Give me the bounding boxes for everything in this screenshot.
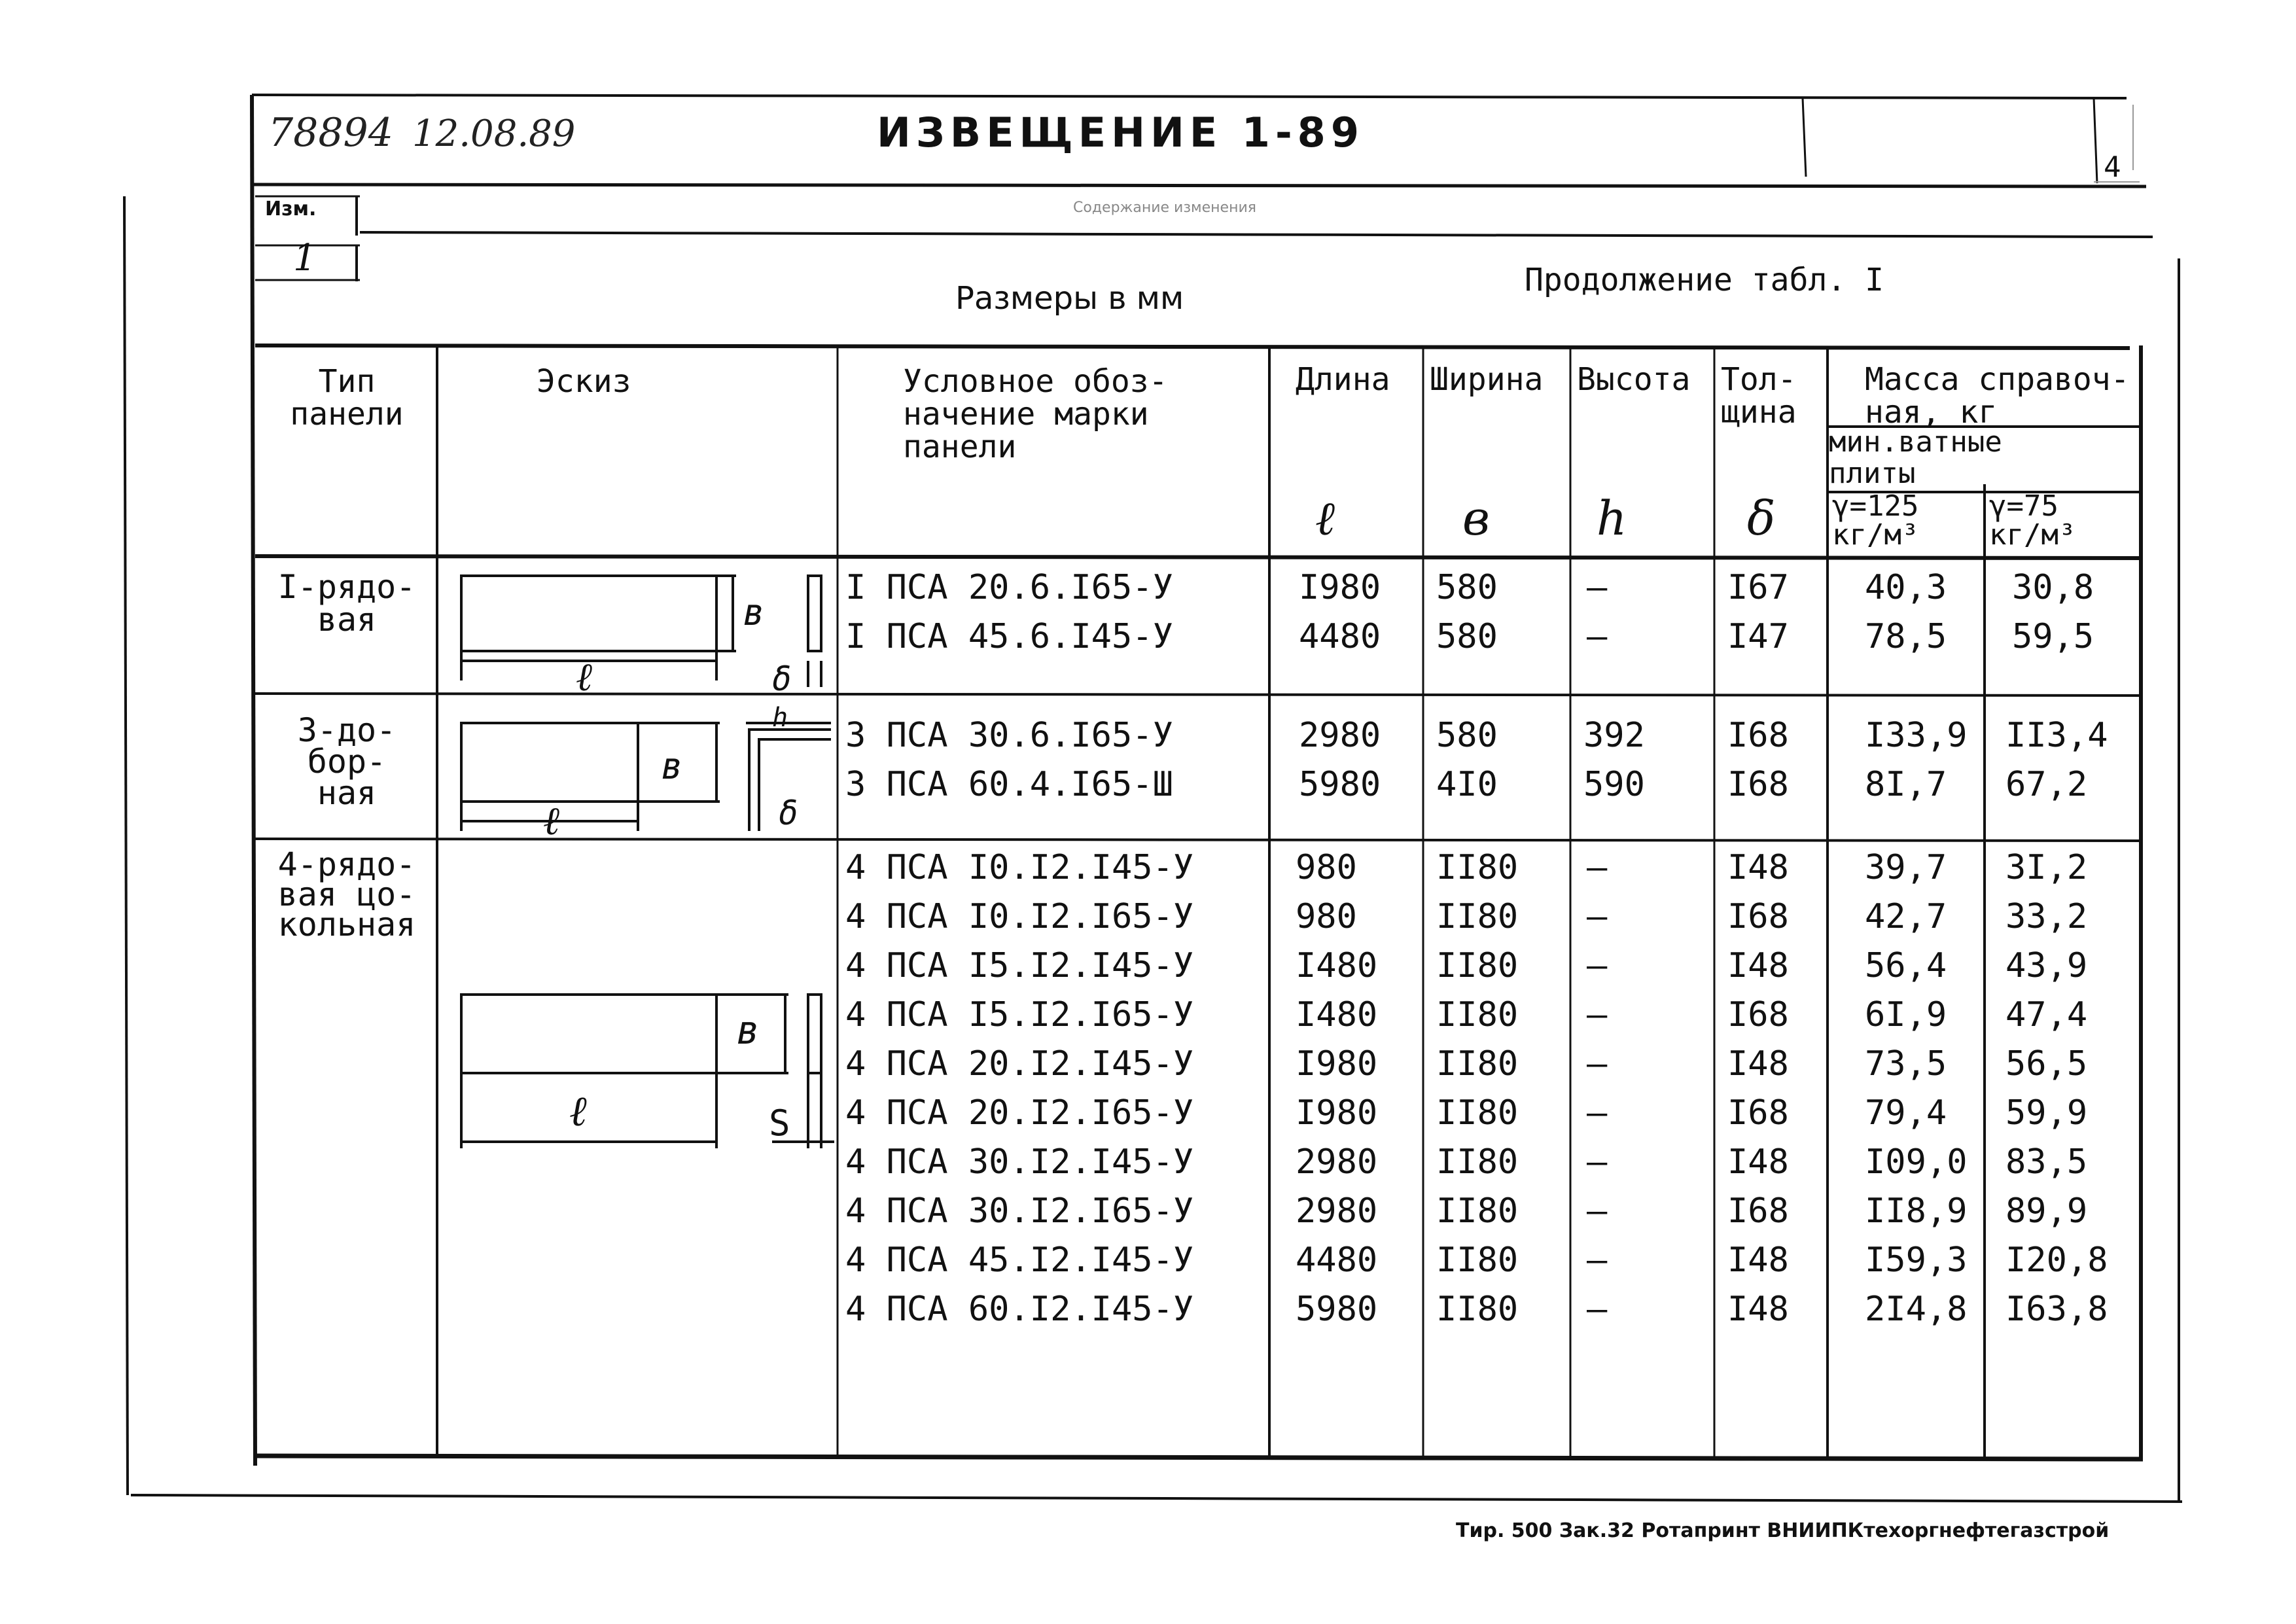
cell-width: II80 (1436, 1241, 1519, 1280)
cell-width: 4I0 (1436, 765, 1498, 804)
cell-m125: I59,3 (1865, 1241, 1968, 1280)
cell-m125: 42,7 (1865, 897, 1947, 936)
cell-length: 980 (1296, 848, 1357, 887)
cell-m75: 89,9 (2005, 1192, 2088, 1231)
cell-thickness: I47 (1727, 617, 1789, 656)
content-label: Содержание изменения (1073, 200, 1257, 216)
cell-mark: 4 ПСА 30.I2.I65-У (845, 1192, 1194, 1231)
col-sketch: Эскиз (537, 363, 631, 400)
cell-mark: 4 ПСА 60.I2.I45-У (845, 1290, 1194, 1329)
cell-m75: 3I,2 (2005, 848, 2088, 887)
cell-thickness: I68 (1727, 765, 1789, 804)
cell-width: II80 (1436, 1142, 1519, 1182)
cell-length: 2980 (1296, 1142, 1378, 1182)
document-date: 12.08.89 (412, 113, 576, 155)
sketch-1-b: в (743, 591, 765, 634)
sketch-3-b: в (736, 1008, 760, 1053)
cell-height: – (1587, 897, 1608, 936)
cell-length: 980 (1296, 897, 1357, 936)
col-length: Длина (1296, 361, 1390, 398)
cell-width: II80 (1436, 1290, 1519, 1329)
cell-mark: 4 ПСА I0.I2.I65-У (845, 897, 1194, 936)
cell-thickness: I68 (1727, 897, 1789, 936)
cell-mark: 4 ПСА I5.I2.I65-У (845, 995, 1194, 1034)
cell-m125: 39,7 (1865, 848, 1947, 887)
col-width: Ширина (1430, 361, 1544, 398)
cell-m125: I09,0 (1865, 1142, 1968, 1182)
cell-length: 4480 (1296, 1241, 1378, 1280)
cell-m75: I20,8 (2005, 1241, 2108, 1280)
cell-m125: 73,5 (1865, 1044, 1947, 1084)
cell-width: II80 (1436, 1044, 1519, 1084)
cell-height: 590 (1583, 765, 1645, 804)
sketch-3-l: ℓ (569, 1087, 587, 1136)
thickness-symbol: δ (1747, 491, 1776, 546)
cell-thickness: I48 (1727, 1044, 1789, 1084)
cell-length: I480 (1296, 995, 1378, 1034)
cell-thickness: I68 (1727, 1093, 1789, 1133)
cell-m125: 6I,9 (1865, 995, 1947, 1034)
sketch-1-delta: δ (772, 660, 792, 694)
col-mass-sub: мин.ватные плиты (1829, 425, 2002, 490)
cell-length: 4480 (1299, 617, 1381, 656)
cell-width: II80 (1436, 848, 1519, 887)
cell-width: 580 (1436, 617, 1498, 656)
cell-length: 5980 (1296, 1290, 1378, 1329)
sketch-single-row-panel (445, 563, 838, 694)
cell-height: 392 (1583, 716, 1645, 755)
document-number: 78894 (268, 110, 393, 156)
sketch-plinth-panel (445, 981, 838, 1152)
cell-height: – (1587, 1093, 1608, 1133)
sketch-2-l: ℓ (543, 798, 559, 838)
cell-mark: 4 ПСА 20.I2.I65-У (845, 1093, 1194, 1133)
col-height: Высота (1577, 361, 1691, 398)
cell-thickness: I68 (1727, 716, 1789, 755)
cell-mark: I ПСА 45.6.I45-У (845, 617, 1173, 656)
col-mass-125: γ=125 кг/м³ (1832, 489, 1919, 552)
sizes-caption: Размеры в мм (955, 280, 1184, 317)
cell-length: 2980 (1296, 1192, 1378, 1231)
cell-m75: I63,8 (2005, 1290, 2108, 1329)
sketch-corner-panel (445, 700, 838, 838)
type-group-3: 4-рядо- вая цо- кольная (277, 845, 416, 944)
cell-m75: 47,4 (2005, 995, 2088, 1034)
cell-m75: 67,2 (2005, 765, 2088, 804)
izm-value: 1 (293, 237, 317, 279)
cell-length: I980 (1299, 568, 1381, 607)
cell-m75: 59,9 (2005, 1093, 2088, 1133)
col-mass: Масса справоч- ная, кг (1865, 361, 2130, 431)
cell-m125: 56,4 (1865, 946, 1947, 985)
cell-length: 2980 (1299, 716, 1381, 755)
cell-thickness: I48 (1727, 1290, 1789, 1329)
width-symbol: в (1462, 491, 1490, 546)
sketch-2-h: h (772, 703, 788, 733)
cell-m125: 78,5 (1865, 617, 1947, 656)
continuation-caption: Продолжение табл. I (1525, 262, 1884, 298)
cell-height: – (1587, 1241, 1608, 1280)
cell-width: II80 (1436, 1192, 1519, 1231)
cell-width: II80 (1436, 1093, 1519, 1133)
cell-mark: 4 ПСА I5.I2.I45-У (845, 946, 1194, 985)
col-thickness: Тол- щина (1721, 361, 1797, 431)
cell-height: – (1587, 617, 1608, 656)
cell-height: – (1587, 1192, 1608, 1231)
type-group-2: 3-до- бор- ная (297, 711, 397, 812)
cell-thickness: I48 (1727, 848, 1789, 887)
cell-mark: 4 ПСА I0.I2.I45-У (845, 848, 1194, 887)
document-title: ИЗВЕЩЕНИЕ 1-89 (877, 109, 1364, 156)
cell-m75: 56,5 (2005, 1044, 2088, 1084)
cell-width: 580 (1436, 568, 1498, 607)
cell-width: II80 (1436, 897, 1519, 936)
cell-height: – (1587, 1290, 1608, 1329)
cell-width: 580 (1436, 716, 1498, 755)
cell-length: I980 (1296, 1044, 1378, 1084)
cell-thickness: I67 (1727, 568, 1789, 607)
print-footer: Тир. 500 Зак.32 Ротапринт ВНИИПКтехоргнефтегазстрой (1456, 1519, 2110, 1542)
cell-height: – (1587, 568, 1608, 607)
cell-height: – (1587, 848, 1608, 887)
cell-m125: 40,3 (1865, 568, 1947, 607)
col-mass-75: γ=75 кг/м³ (1989, 489, 2076, 552)
cell-thickness: I68 (1727, 1192, 1789, 1231)
cell-mark: I ПСА 20.6.I65-У (845, 568, 1173, 607)
cell-mark: 4 ПСА 20.I2.I45-У (845, 1044, 1194, 1084)
col-type: Тип панели (290, 363, 404, 432)
cell-thickness: I48 (1727, 1241, 1789, 1280)
cell-m75: 43,9 (2005, 946, 2088, 985)
sketch-2-b: в (661, 745, 683, 788)
cell-m125: 2I4,8 (1865, 1290, 1968, 1329)
cell-length: 5980 (1299, 765, 1381, 804)
cell-height: – (1587, 1142, 1608, 1182)
cell-m125: 79,4 (1865, 1093, 1947, 1133)
cell-height: – (1587, 1044, 1608, 1084)
cell-thickness: I68 (1727, 995, 1789, 1034)
cell-height: – (1587, 995, 1608, 1034)
cell-m125: II8,9 (1865, 1192, 1968, 1231)
height-symbol: h (1597, 491, 1627, 546)
cell-m75: 83,5 (2005, 1142, 2088, 1182)
cell-m125: I33,9 (1865, 716, 1968, 755)
cell-length: I980 (1296, 1093, 1378, 1133)
cell-m75: 59,5 (2012, 617, 2094, 656)
cell-m75: 30,8 (2012, 568, 2094, 607)
cell-m125: 8I,7 (1865, 765, 1947, 804)
sketch-1-l: ℓ (576, 654, 592, 694)
sketch-2-delta: δ (779, 794, 799, 832)
cell-length: I480 (1296, 946, 1378, 985)
izm-label: Изм. (265, 198, 317, 221)
cell-mark: 4 ПСА 45.I2.I45-У (845, 1241, 1194, 1280)
cell-mark: 3 ПСА 30.6.I65-У (845, 716, 1173, 755)
col-mark: Условное обоз- начение марки панели (903, 363, 1168, 465)
cell-m75: 33,2 (2005, 897, 2088, 936)
cell-m75: II3,4 (2005, 716, 2108, 755)
cell-width: II80 (1436, 946, 1519, 985)
cell-width: II80 (1436, 995, 1519, 1034)
cell-mark: 3 ПСА 60.4.I65-Ш (845, 765, 1173, 804)
type-group-1: I-рядо- вая (277, 568, 416, 639)
cell-thickness: I48 (1727, 1142, 1789, 1182)
cell-height: – (1587, 946, 1608, 985)
sheet-number: 4 (2104, 150, 2121, 184)
cell-mark: 4 ПСА 30.I2.I45-У (845, 1142, 1194, 1182)
sketch-3-s: S (769, 1103, 790, 1144)
length-symbol: ℓ (1315, 491, 1335, 546)
cell-thickness: I48 (1727, 946, 1789, 985)
